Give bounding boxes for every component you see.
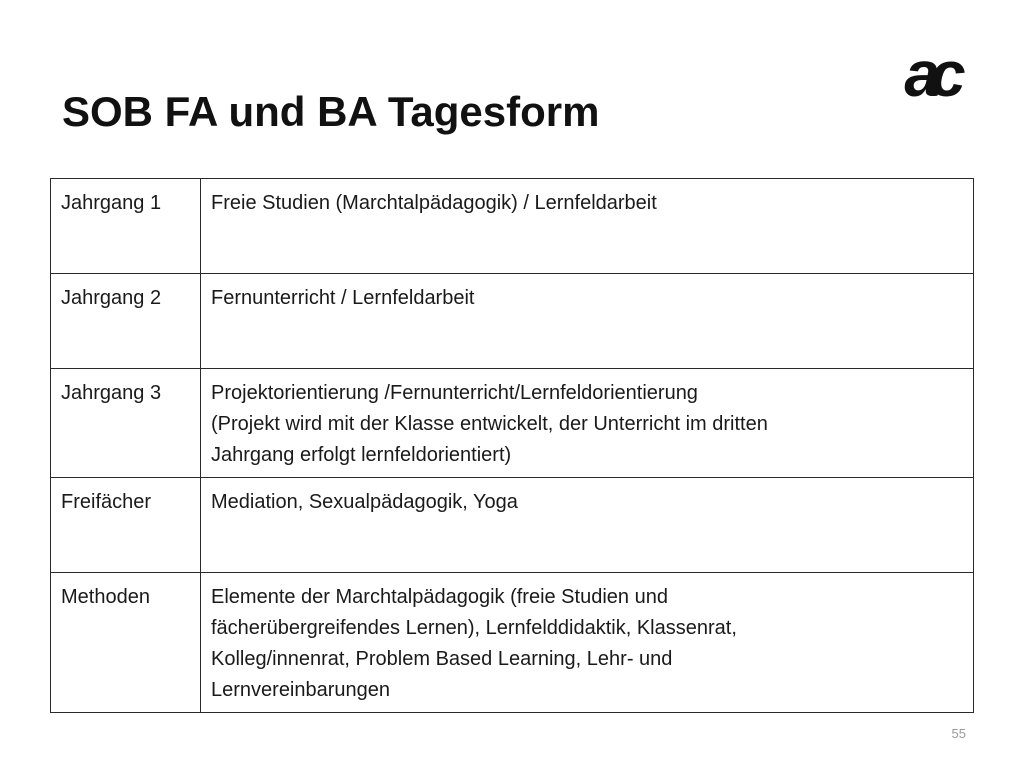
row-content-line: (Projekt wird mit der Klasse entwickelt, der Unterricht im dritten	[211, 413, 768, 435]
table-row	[51, 179, 974, 274]
row-content-cell	[201, 478, 974, 573]
row-label-cell	[51, 478, 201, 573]
row-content-line: Mediation, Sexualpädagogik, Yoga	[211, 491, 518, 513]
row-content-cell	[201, 573, 974, 713]
page-number: 55	[951, 726, 966, 741]
row-label-cell	[51, 179, 201, 274]
table-row	[51, 478, 974, 573]
row-content-cell	[201, 369, 974, 478]
table-row	[51, 369, 974, 478]
curriculum-table	[50, 178, 974, 713]
row-content-cell	[201, 274, 974, 369]
row-label-cell	[51, 369, 201, 478]
row-label: Jahrgang 3	[61, 382, 162, 404]
row-content-line: fächerübergreifendes Lernen), Lernfelddidaktik, Klassenrat,	[211, 617, 737, 639]
row-content-cell	[201, 179, 974, 274]
logo-text: ac	[904, 46, 956, 106]
row-content-line: Freie Studien (Marchtalpädagogik) / Lernfeldarbeit	[211, 192, 657, 214]
table-row	[51, 274, 974, 369]
row-content-line: Fernunterricht / Lernfeldarbeit	[211, 287, 475, 309]
table-row	[51, 573, 974, 713]
row-content-line: Jahrgang erfolgt lernfeldorientiert)	[211, 444, 512, 466]
row-content-line: Elemente der Marchtalpädagogik (freie Studien und	[211, 586, 668, 608]
slide-title: SOB FA und BA Tagesform	[62, 88, 600, 135]
row-label: Methoden	[61, 586, 150, 608]
row-label-cell	[51, 573, 201, 713]
row-content-line: Lernvereinbarungen	[211, 679, 391, 701]
row-label: Jahrgang 2	[61, 287, 162, 309]
ac-logo	[884, 46, 976, 106]
row-label-cell	[51, 274, 201, 369]
row-label: Freifächer	[61, 491, 152, 513]
row-content-line: Projektorientierung /Fernunterricht/Lernfeldorientierung	[211, 382, 698, 404]
row-label: Jahrgang 1	[61, 192, 162, 214]
row-content-line: Kolleg/innenrat, Problem Based Learning, Lehr- und	[211, 648, 673, 670]
